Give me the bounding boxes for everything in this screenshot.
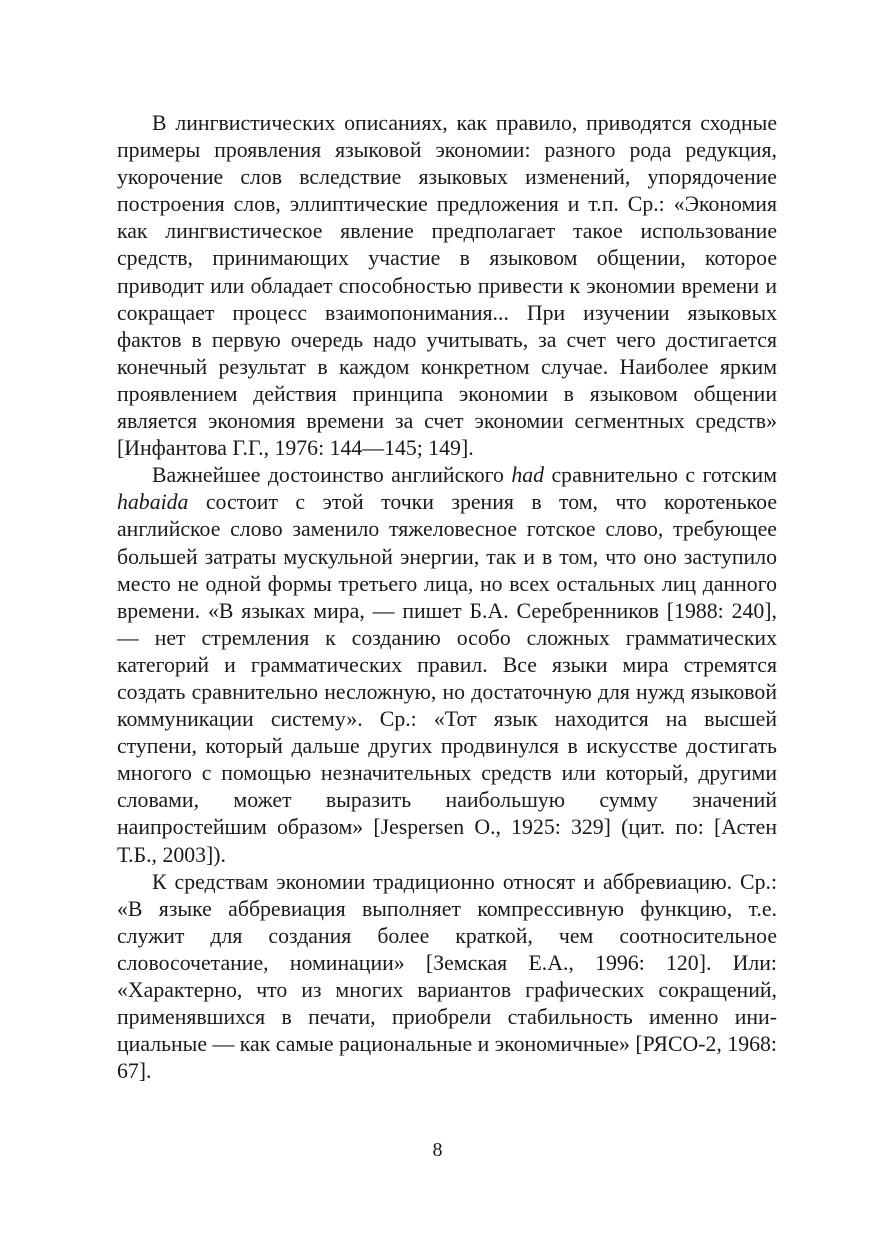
paragraph-1 <box>117 110 777 462</box>
term-habaida: habaida <box>117 490 189 515</box>
term-had: had <box>511 463 545 488</box>
page-body <box>117 110 777 1085</box>
paragraph-3-text: К средствам экономии традиционно относят и аббревиацию. Ср.: «В языке аббревиация выполняет компрессивную функцию, т.е. служит для создания более краткой, чем соотносительное словосочетание, номинации» [Земская Е.А., 1996: 120]. Или: «Характерно, что из многих вариантов графических сокращений, применявшихся в печати, приобрели стабильность именно инициальные — как самые рациональные и экономичные» [РЯСО-2, 1968: 67]. <box>117 869 777 1084</box>
paragraph-1-text: В лингвистических описаниях, как правило, приводятся сходные примеры проявления языковой экономии: разного рода редукция, укорочение слов вследствие языковых изменений, упорядочение построения слов, эллиптические предложения и т.п. Ср.: «Экономия как лингвистическое явление предполагает такое использование средств, принимающих участие в языковом общении, которое приводит или обладает способностью привести к экономии времени и сокращает процесс взаимопонимания... При изучении языковых фактов в первую очередь надо учитывать, за счет чего достигается конечный результат в каждом конкретном случае. Наиболее ярким проявлением действия принципа экономии в языковом общении является экономия времени за счет экономии сегментных средств» [Инфантова Г.Г., 1976: 144—145; 149]. <box>117 111 777 461</box>
page-number: 8 <box>432 1139 443 1161</box>
paragraph-2-text-a: Важнейшее достоинство английского <box>152 463 512 488</box>
paragraph-2 <box>117 462 777 868</box>
paragraph-3 <box>117 869 777 1086</box>
paragraph-2-text-b: сравнительно с готским <box>544 463 778 488</box>
paragraph-2-text-c: состоит с этой точки зрения в том, что коротенькое английское слово заменило тяжеловесное готское слово, требующее большей затраты мускульной энергии, так и в том, что оно заступило место не одной формы третьего лица, но всех остальных лиц данного времени. «В языках мира, — пишет Б.А. Серебренников [1988: 240], — нет стремления к созданию особо сложных грамматических категорий и грамматических правил. Все языки мира стремятся создать сравнительно несложную, но достаточную для нужд языковой коммуникации систему». Ср.: «Тот язык находится на высшей ступени, который дальше других продвинулся в искусстве достигать многого с помощью незначительных средств или который, другими словами, может выразить наибольшую сумму значений наипростейшим образом» [Jespersen O., 1925: 329] (цит. по: [Астен Т.Б., 2003]). <box>117 490 777 867</box>
